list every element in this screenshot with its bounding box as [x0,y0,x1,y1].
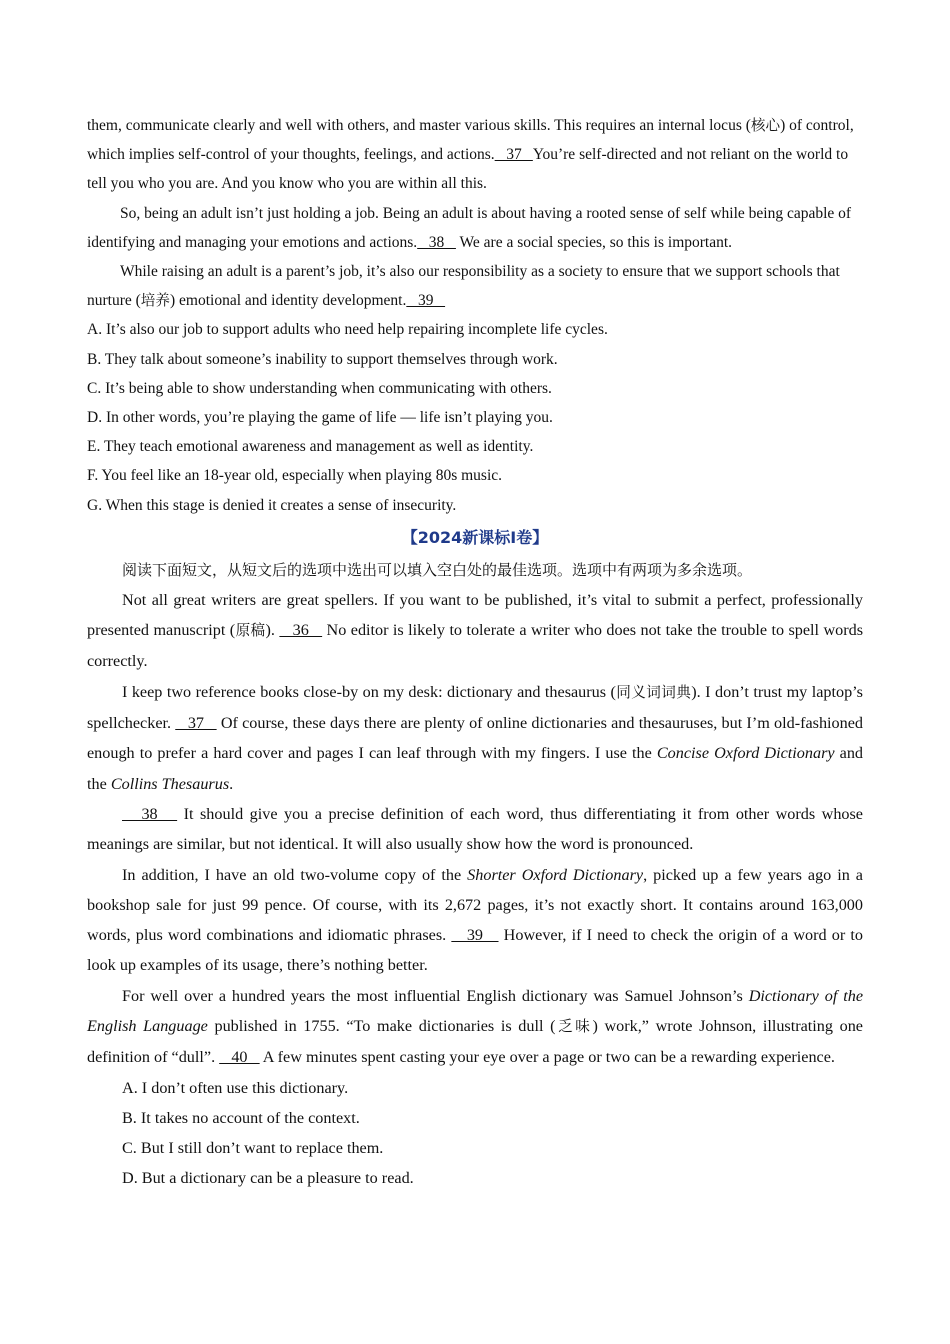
chinese-gloss: 核心 [750,117,781,134]
blank-40: 40 [219,1048,260,1067]
chinese-gloss: 培养 [140,292,170,310]
part1-paragraph-3 [87,257,863,315]
part1-option-b: B. They talk about someone’s inability to support themselves through work. [87,350,558,368]
part2-paragraph-2 [87,677,863,799]
blank-37: 37 [494,146,533,164]
document-page [87,111,863,1194]
blank-39: 39 [406,292,446,310]
text: In addition, I have an old two-volume copy of the [122,865,468,884]
book-title: Concise Oxford Dictionary [656,744,835,763]
part2-option-b: B. It takes no account of the context. [122,1108,360,1127]
part1-paragraph-1 [87,111,863,199]
section-heading: 【2024新课标I卷】 [401,527,549,547]
text: I keep two reference books close-by on my desk: dictionary and thesaurus ( [122,682,616,701]
book-title: Collins Thesaurus [110,774,230,793]
part1-option-e: E. They teach emotional awareness and management as well as identity. [87,438,534,456]
text: ) work,” wrote Johnson, illustrating one definition of “dull”. [87,1017,863,1067]
text: Not all great writers are great spellers. If you want to be published, it’s vital to submit a perfect, professionally presented manuscript ( [87,590,863,640]
part1-option-c: C. It’s being able to show understanding when communicating with others. [87,379,552,397]
text: , picked up a few years ago in a bookshop sale for just 99 pence. Of course, with its 2,672 pages, it’s not exactly short. It contains around 163,000 words, plus word combinations and idiomatic phrases. [87,865,863,945]
text: ). [265,621,280,640]
part2-paragraph-4 [87,860,863,981]
text: So, being an adult isn’t just holding a job. Being an adult is about having a rooted sense of self while being capable of identifying and managing your emotions and actions. [87,204,852,251]
chinese-gloss: 同义词词典 [615,683,692,701]
text: them, communicate clearly and well with others, and master various skills. This requires an internal locus ( [87,117,751,134]
text: It should give you a precise definition of each word, thus differentiating it from other words whose meanings are similar, but not identical. It will also usually show how the word is pronounced. [87,804,863,854]
chinese-gloss: 原稿 [235,622,266,640]
part2-paragraph-3 [87,799,863,860]
blank-39: 39 [451,926,499,945]
text: published in 1755. “To make dictionaries is dull ( [207,1017,556,1035]
text: For well over a hundred years the most influential English dictionary was Samuel Johnson’s [122,986,749,1005]
part1-option-f: F. You feel like an 18-year old, especially when playing 80s music. [87,467,503,485]
text: While raising an adult is a parent’s job, it’s also our responsibility as a society to ensure that we support schools that nurture ( [87,263,840,310]
blank-38: 38 [122,804,178,823]
book-title: Shorter Oxford Dictionary [467,865,644,884]
instruction: 阅读下面短文，从短文后的选项中选出可以填入空白处的最佳选项。选项中有两项为多余选项。 [122,560,753,579]
text: Of course, these days there are plenty of online dictionaries and thesauruses, but I’m old-fashioned enough to prefer a hard cover and pages I can leaf through with my fingers. I use the [87,714,864,763]
text: However, if I need to check the origin of a word or to look up examples of its usage, there’s nothing better. [87,926,863,975]
text: We are a social species, so this is important. [455,233,733,251]
text: and the [87,744,864,793]
text: No editor is likely to tolerate a writer who does not take the trouble to spell words correctly. [87,621,864,671]
text: . [229,774,234,793]
part1-option-a: A. It’s also our job to support adults who need help repairing incomplete life cycles. [87,321,608,339]
blank-36: 36 [279,621,323,640]
part2-option-c: C. But I still don’t want to replace them. [122,1139,384,1158]
blank-37: 37 [175,714,217,733]
part2-paragraph-5 [87,981,863,1073]
text: A few minutes spent casting your eye over a page or two can be a rewarding experience. [259,1048,835,1067]
text: You’re self-directed and not reliant on the world to tell you who you are. And you know who you are within all this. [87,146,849,193]
text: ) emotional and identity development. [170,292,407,310]
part2-paragraph-1 [87,585,863,677]
chinese-gloss: 乏味 [555,1018,593,1035]
blank-38: 38 [417,233,456,251]
part1-option-d: D. In other words, you’re playing the game of life — life isn’t playing you. [87,409,553,427]
part1-option-g: G. When this stage is denied it creates a sense of insecurity. [87,496,457,514]
part1-paragraph-2 [87,199,863,257]
part2-option-a: A. I don’t often use this dictionary. [122,1078,349,1097]
text: ). I don’t trust my laptop’s spellchecker. [87,682,863,733]
part2-option-d: D. But a dictionary can be a pleasure to read. [122,1169,414,1188]
book-title: Dictionary of the English Language [87,986,864,1035]
text: ) of control, which implies self-control of your thoughts, feelings, and actions. [87,117,854,164]
